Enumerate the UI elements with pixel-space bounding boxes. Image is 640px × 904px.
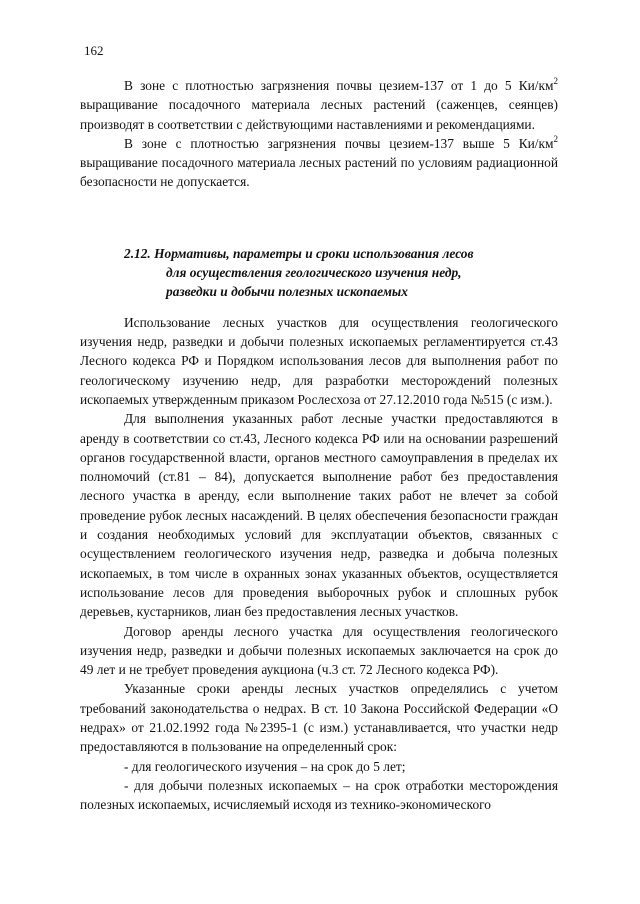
heading-line: для осуществления геологического изучения недр, <box>166 264 462 280</box>
section-paragraph: Для выполнения указанных работ лесные участки предоставляются в аренду в соответствии со ст.43, Лесного кодекса РФ или на основании разрешений органов государственной власти, органов местного самоуправления в пределах их полномочий (ст.81 – 84), допускается выполнение работ без предоставления лесного участка в аренду, если выполнение таких работ не влечет за собой проведение рубок лесных насаждений. В целях обеспечения безопасности граждан и создания необходимых условий для эксплуатации объектов, связанных с осуществлением геологического изучения недр, разведка и добыча полезных ископаемых, в том числе в охранных зонах указанных объектов, осуществляется использование лесов для проведения выборочных рубок и сплошных рубок деревьев, кустарников, лиан без предоставления лесных участков. <box>80 411 558 620</box>
page-body <box>80 76 558 815</box>
list-item: - для добычи полезных ископаемых – на срок отработки месторождения полезных ископаемых, исчисляемый исходя из технико-экономического <box>80 777 558 813</box>
list-item: - для геологического изучения – на срок до 5 лет; <box>124 758 406 774</box>
intro-paragraph-1: В зоне с плотностью загрязнения почвы цезием-137 от 1 до 5 $Ки/км^2$ выращивание посадочного материала лесных растений (саженцев, сеянцев) производят в соответствии с действующими наставлениями и рекомендациями. <box>80 76 558 132</box>
page-number: 162 <box>84 43 104 58</box>
section-paragraph: Указанные сроки аренды лесных участков определялись с учетом требований законодательства о недрах. В ст. 10 Закона Российской Федерации «О недрах» от 21.02.1992 года №2395-1 (с изм.) устанавливается, что участки недр предоставляются в пользование на определенный срок: <box>80 681 558 755</box>
spacer <box>80 192 558 244</box>
superscript: 2 <box>553 76 558 86</box>
heading-line: 2.12. Нормативы, параметры и сроки использования лесов <box>124 245 474 261</box>
superscript: 2 <box>553 133 558 144</box>
section-heading <box>124 244 558 301</box>
section-paragraph: Использование лесных участков для осуществления геологического изучения недр, разведки и добычи полезных ископаемых регламентируется ст.43 Лесного кодекса РФ и Порядком использования лесов для выполнения работ по геологическому изучению недр, для разработки месторождений полезных ископаемых утвержденным приказом Рослесхоза от 27.12.2010 года №515 (с изм.). <box>80 314 558 407</box>
heading-line: разведки и добычи полезных ископаемых <box>166 283 408 299</box>
intro-paragraph-2: В зоне с плотностью загрязнения почвы цезием-137 выше 5 $Ки/км^2$ выращивание посадочного материала лесных растений по условиям радиационной безопасности не допускается. <box>80 133 558 190</box>
section-paragraph: Договор аренды лесного участка для осуществления геологического изучения недр, разведки и добычи полезных ископаемых заключается на срок до 49 лет и не требует проведения аукциона (ч.3 ст. 72 Лесного кодекса РФ). <box>80 623 558 678</box>
